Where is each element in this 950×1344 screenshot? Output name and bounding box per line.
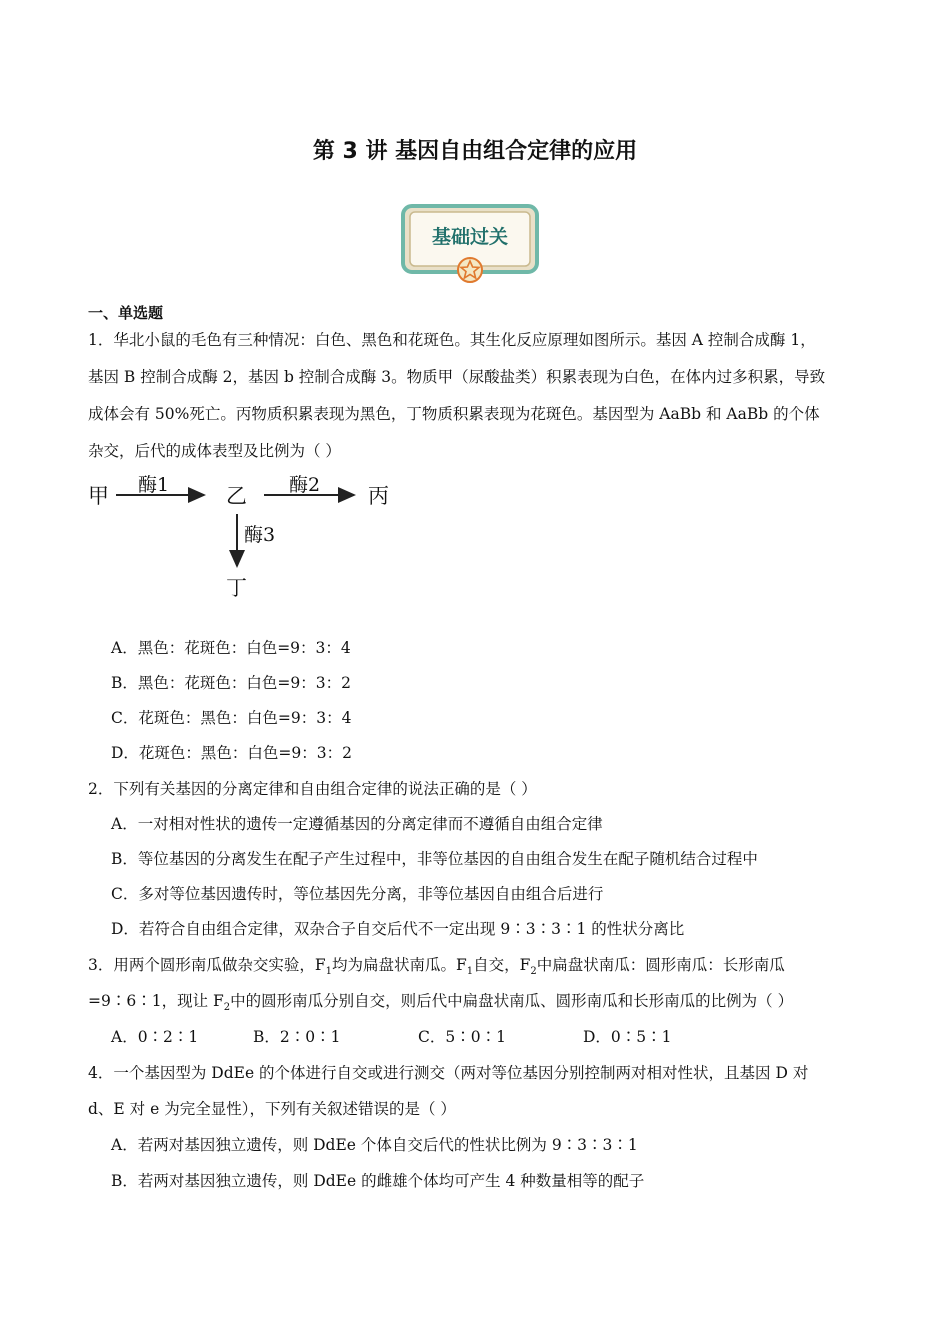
subscript: 2 <box>530 966 537 978</box>
enzyme2-label: 酶2 <box>289 474 321 496</box>
page-title: 第 3 讲 基因自由组合定律的应用 <box>312 139 638 164</box>
substance-ding: 丁 <box>226 576 247 600</box>
q4-line: d、E 对 e 为完全显性），下列有关叙述错误的是（ ） <box>88 1100 456 1118</box>
enzyme3-label: 酶3 <box>244 524 276 546</box>
q3-text: =9∶6∶1，现让 F <box>88 992 224 1010</box>
q3-text: 自交，F <box>473 956 531 974</box>
q3-text: 中的圆形南瓜分别自交，则后代中扁盘状南瓜、圆形南瓜和长形南瓜的比例为（ ） <box>230 992 794 1010</box>
q1-option-c: C．花斑色：黑色：白色=9：3：4 <box>111 709 352 727</box>
subscript: 1 <box>325 966 332 978</box>
q4-line: 4．一个基因型为 DdEe 的个体进行自交或进行测交（两对等位基因分别控制两对相对性状，且基因 D 对 <box>88 1064 809 1082</box>
section-heading: 一、单选题 <box>88 304 164 322</box>
q2-option-b: B．等位基因的分离发生在配子产生过程中，非等位基因的自由组合发生在配子随机结合过程中 <box>111 850 758 868</box>
reaction-diagram <box>86 468 406 608</box>
enzyme1-label: 酶1 <box>138 474 170 496</box>
q1-line: 成体会有 50%死亡。丙物质积累表现为黑色，丁物质积累表现为花斑色。基因型为 AaBb 和 AaBb 的个体 <box>88 405 820 423</box>
q3-text: 均为扁盘状南瓜。F <box>332 956 467 974</box>
q2-stem: 2．下列有关基因的分离定律和自由组合定律的说法正确的是（ ） <box>88 780 537 798</box>
q1-line: 基因 B 控制合成酶 2，基因 b 控制合成酶 3。物质甲（尿酸盐类）积累表现为白色，在体内过多积累，导致 <box>88 368 826 386</box>
q2-option-c: C．多对等位基因遗传时，等位基因先分离，非等位基因自由组合后进行 <box>111 885 604 903</box>
q1-option-a: A．黑色：花斑色：白色=9：3：4 <box>111 639 351 657</box>
substance-bing: 丙 <box>368 484 389 508</box>
q3-option-b: B．2∶0∶1 <box>253 1028 341 1046</box>
substance-jia: 甲 <box>88 484 109 508</box>
subscript: 2 <box>223 1002 231 1014</box>
q3-text: 中扁盘状南瓜：圆形南瓜：长形南瓜 <box>536 956 785 974</box>
q3-option-a: A．0∶2∶1 <box>111 1028 199 1046</box>
q3-line1 <box>88 953 785 977</box>
star-icon <box>458 258 482 282</box>
section-badge <box>400 202 540 284</box>
q2-option-a: A．一对相对性状的遗传一定遵循基因的分离定律而不遵循自由组合定律 <box>111 815 603 833</box>
q3-line2 <box>88 989 793 1013</box>
q1-option-b: B．黑色：花斑色：白色=9：3：2 <box>111 674 351 692</box>
q3-option-c: C．5∶0∶1 <box>418 1028 506 1046</box>
q4-option-b: B．若两对基因独立遗传，则 DdEe 的雌雄个体均可产生 4 种数量相等的配子 <box>111 1172 645 1190</box>
badge-label: 基础过关 <box>431 226 508 248</box>
q1-line: 杂交，后代的成体表型及比例为（ ） <box>88 442 341 460</box>
q1-line: 1．华北小鼠的毛色有三种情况：白色、黑色和花斑色。其生化反应原理如图所示。基因 A 控制合成酶 1， <box>88 331 816 349</box>
q3-option-d: D．0∶5∶1 <box>583 1028 672 1046</box>
q2-option-d: D．若符合自由组合定律，双杂合子自交后代不一定出现 9∶3∶3∶1 的性状分离比 <box>111 920 685 938</box>
q3-text: 3．用两个圆形南瓜做杂交实验，F <box>88 956 326 974</box>
q1-option-d: D．花斑色：黑色：白色=9：3：2 <box>111 744 353 762</box>
substance-yi: 乙 <box>226 484 247 508</box>
q4-option-a: A．若两对基因独立遗传，则 DdEe 个体自交后代的性状比例为 9∶3∶3∶1 <box>111 1136 638 1154</box>
subscript: 1 <box>466 966 474 978</box>
